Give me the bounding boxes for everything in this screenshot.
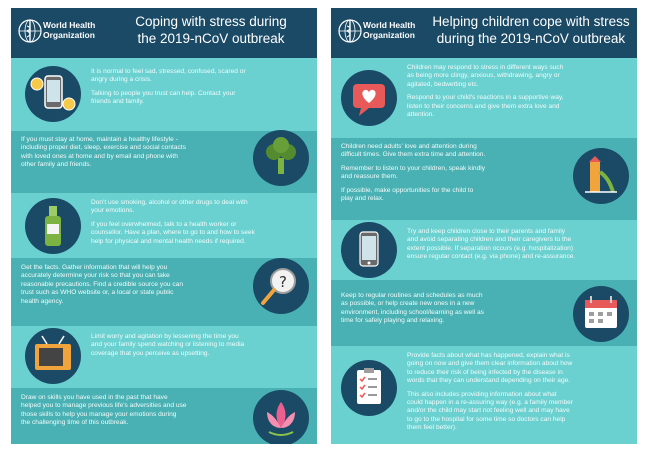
- bottle-icon: [25, 198, 81, 254]
- text-line: This also includes providing information about what: [407, 390, 557, 398]
- text-line: to reduce their risk of being infected by the disease in: [407, 368, 563, 376]
- text-line: Children may respond to stress in different ways such: [407, 64, 564, 71]
- text-line: those skills to help you manage your emotions during: [21, 410, 177, 418]
- text-line: as possible, or help create new ones in a new: [341, 300, 475, 308]
- info-block: [91, 333, 313, 363]
- org-name-line2: Organization: [43, 29, 95, 40]
- text-line: and reassure them.: [341, 173, 398, 181]
- text-line: could happen in a re-assuring way (e.g. a family member: [407, 399, 574, 407]
- info-block: [21, 136, 246, 175]
- text-line: going on now and give them clear information about how: [407, 360, 573, 368]
- text-line: play and relax.: [341, 195, 384, 203]
- org-name-line1: World Health: [43, 20, 96, 30]
- text-line: time for safely playing and relaxing.: [341, 317, 445, 325]
- text-line: counsellor. Have a plan, where to go to and how to seek: [91, 229, 255, 237]
- page-title: [431, 13, 631, 47]
- text-line: difficult times. Give them extra time and attention.: [341, 151, 486, 159]
- poster-header: [331, 8, 637, 58]
- smartphone-icon: [341, 222, 397, 278]
- poster-helping-children: [331, 8, 637, 444]
- text-line: to go to the hospital for some time so doctors can help: [407, 415, 566, 423]
- org-name-line2: Organization: [363, 29, 415, 40]
- phone-emoji-icon: [25, 66, 81, 122]
- info-block: [407, 64, 633, 124]
- text-line: It is normal to feel sad, stressed, confused, scared or: [91, 68, 246, 75]
- text-line: Children need adults' love and attention during: [341, 143, 477, 150]
- text-line: trust such as WHO website or, a local or state public: [21, 289, 174, 297]
- lotus-icon: [253, 390, 309, 444]
- text-line: friends and family.: [91, 98, 145, 106]
- text-line: other family and friends.: [21, 161, 92, 169]
- television-icon: [25, 328, 81, 384]
- info-block: [91, 199, 313, 251]
- text-line: help for physical and mental health needs if required.: [91, 237, 246, 245]
- text-line: your emotions.: [91, 207, 135, 215]
- title-line1: Helping children cope with stress: [432, 14, 630, 29]
- text-line: Try and keep children close to their parents and family: [407, 228, 566, 235]
- info-block: [407, 228, 633, 267]
- magnifier-question-icon: [253, 258, 309, 314]
- text-line: and/or the child may start not feeling well and may have: [407, 407, 570, 415]
- chat-heart-icon: [341, 70, 397, 126]
- who-emblem-icon: [17, 18, 43, 44]
- poster-coping-with-stress: [11, 8, 317, 444]
- text-line: reasonable precautions. Find a credible source you can: [21, 280, 184, 288]
- info-block: [407, 352, 633, 438]
- title-line1: Coping with stress during: [135, 14, 287, 29]
- org-name-line1: World Health: [363, 20, 416, 30]
- text-line: attention.: [407, 111, 435, 119]
- text-line: Respond to your child's reactions in a supportive way,: [407, 94, 564, 102]
- text-line: Limit worry and agitation by lessening the time you: [91, 333, 239, 340]
- text-line: accurately determine your risk so that you can take: [21, 272, 170, 280]
- broccoli-icon: [253, 130, 309, 186]
- text-line: extent possible. If separation occurs (e.g. hospitalization): [407, 244, 574, 252]
- text-line: Remember to listen to your children, speak kindly: [341, 164, 486, 172]
- text-line: Get the facts. Gather information that will help you: [21, 264, 168, 271]
- info-block: [341, 292, 567, 331]
- text-line: them feel better).: [407, 424, 457, 432]
- title-line2: during the 2019-nCoV outbreak: [436, 31, 626, 46]
- text-line: listen to their concerns and give them extra love and: [407, 102, 560, 110]
- calendar-icon: [573, 286, 629, 342]
- text-line: If possible, make opportunities for the child to: [341, 186, 474, 194]
- text-line: Talking to people you trust can help. Contact your: [91, 89, 236, 97]
- text-line: and your family spend watching or listening to media: [91, 341, 245, 349]
- text-line: health agency.: [21, 297, 64, 305]
- checklist-clipboard-icon: [341, 360, 397, 416]
- info-block: [341, 143, 567, 208]
- who-logo: [17, 18, 113, 48]
- text-line: Provide facts about what has happened, explain what is: [407, 352, 570, 359]
- info-block: [91, 68, 311, 112]
- text-line: agitated, bedwetting etc.: [407, 80, 479, 88]
- page-title: [111, 13, 311, 47]
- text-line: helped you to manage previous life's adversities and use: [21, 402, 187, 410]
- text-line: angry during a crisis.: [91, 76, 152, 84]
- text-line: If you feel overwhelmed, talk to a health worker or: [91, 220, 237, 228]
- poster-header: [11, 8, 317, 58]
- text-line: Draw on skills you have used in the past that have: [21, 394, 168, 401]
- info-block: [21, 264, 246, 311]
- svg-text:?: ?: [279, 273, 287, 291]
- text-line: as being more clingy, anxious, withdrawing, angry or: [407, 72, 560, 80]
- text-line: Don't use smoking, alcohol or other drugs to deal with: [91, 199, 248, 206]
- who-emblem-icon: [337, 18, 363, 44]
- text-line: Keep to regular routines and schedules as much: [341, 292, 483, 299]
- playground-slide-icon: [573, 148, 629, 204]
- text-line: If you must stay at home, maintain a healthy lifestyle -: [21, 136, 178, 143]
- text-line: environment, including school/learning as well as: [341, 308, 484, 316]
- text-line: words that they can understand depending on their age.: [407, 377, 571, 385]
- who-logo: [337, 18, 433, 48]
- text-line: the challenging time of this outbreak.: [21, 419, 129, 427]
- text-line: with loved ones at home and by email and phone with: [21, 152, 178, 160]
- text-line: including proper diet, sleep, exercise and social contacts: [21, 144, 186, 152]
- text-line: ensure regular contact (e.g. via phone) and re-assurance.: [407, 253, 576, 261]
- title-line2: the 2019-nCoV outbreak: [137, 31, 285, 46]
- info-block: [21, 394, 249, 433]
- text-line: and avoid separating children and their caregivers to the: [407, 236, 572, 244]
- text-line: coverage that you perceive as upsetting.: [91, 349, 210, 357]
